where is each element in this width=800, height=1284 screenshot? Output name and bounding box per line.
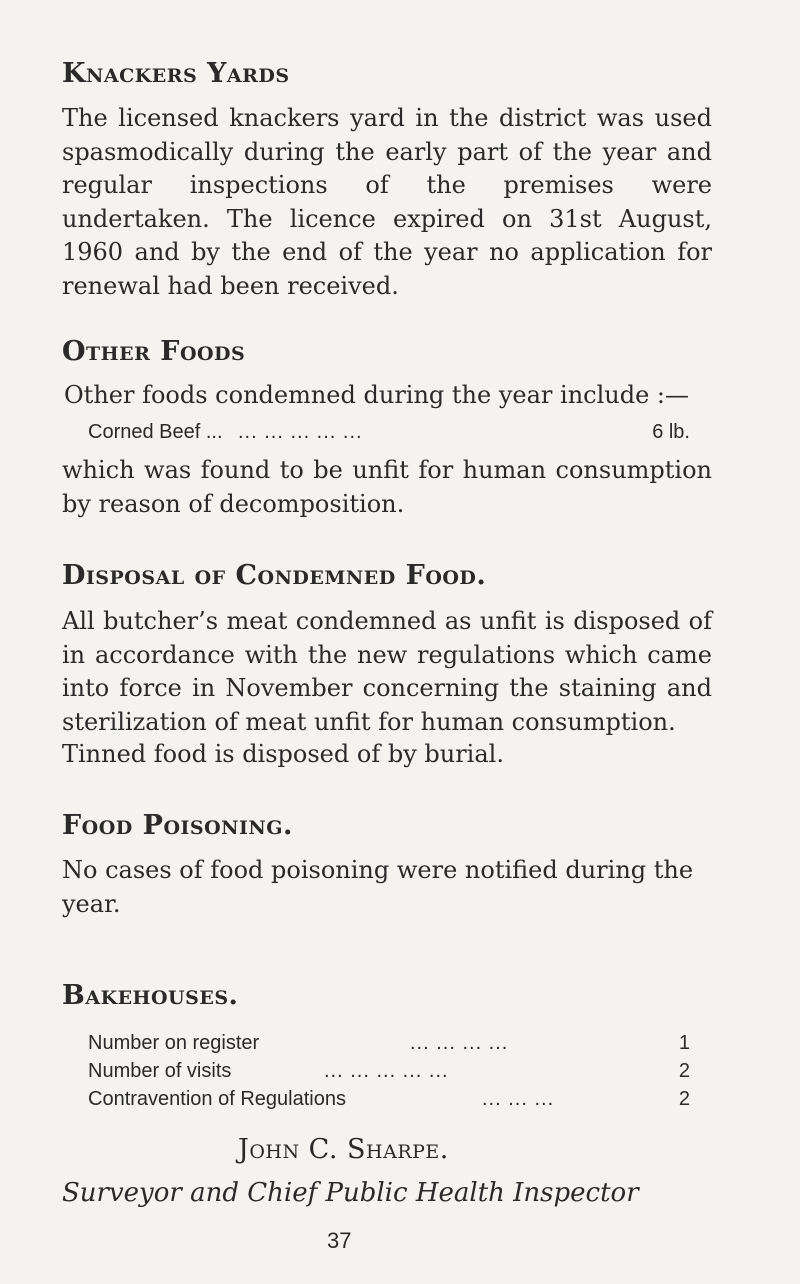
- bakehouse-row-dots: ... ... ... ... ...: [324, 1060, 449, 1082]
- other-foods-paragraph: which was found to be unfit for human consumption by reason of decomposition.: [62, 456, 712, 518]
- corned-beef-row: [88, 421, 690, 444]
- page-number: 37: [327, 1228, 352, 1253]
- disposal-paragraph: All butcher’s meat condemned as unfit is disposed of in accordance with the new regulations which came into force in November concerning the staining and sterilization of meat unfit for human consumption.: [62, 607, 712, 736]
- heading-food-poisoning: Food Poisoning.: [62, 810, 293, 841]
- corned-beef-dots: ... ... ... ... ...: [238, 421, 363, 443]
- corned-beef-label: Corned Beef ...: [88, 421, 223, 443]
- heading-other-foods: Other Foods: [62, 336, 246, 367]
- bakehouse-row-contravention: [88, 1088, 690, 1111]
- knackers-paragraph: The licensed knackers yard in the district was used spasmodically during the early part of the year and regular inspections of the premises were undertaken. The licence expired on 31st August, 1960 and by the end of the year no application for renewal had been received.: [62, 104, 712, 300]
- corned-beef-value: 6 lb.: [652, 421, 690, 443]
- bakehouse-row-value: 1: [678, 1032, 690, 1054]
- other-foods-intro: Other foods condemned during the year include :—: [64, 381, 690, 409]
- bakehouse-row-label: Number on register: [88, 1032, 260, 1054]
- disposal-tinned-paragraph: Tinned food is disposed of by burial.: [62, 740, 504, 768]
- bakehouse-row-dots: ... ... ...: [482, 1088, 555, 1110]
- heading-disposal: Disposal of Condemned Food.: [62, 560, 487, 591]
- bakehouse-row-label: Contravention of Regulations: [88, 1088, 346, 1110]
- bakehouse-row-value: 2: [678, 1088, 690, 1110]
- bakehouse-row-value: 2: [678, 1060, 690, 1082]
- bakehouse-row-dots: ... ... ... ...: [410, 1032, 509, 1054]
- bakehouse-row-visits: [88, 1060, 690, 1083]
- bakehouse-row-register: [88, 1032, 690, 1055]
- heading-bakehouses: Bakehouses.: [62, 980, 239, 1011]
- food-poisoning-paragraph: No cases of food poisoning were notified during the year.: [62, 856, 694, 918]
- bakehouse-row-label: Number of visits: [88, 1060, 232, 1082]
- heading-knackers-yards: Knackers Yards: [62, 58, 290, 89]
- signature-title: Surveyor and Chief Public Health Inspector: [62, 1178, 639, 1208]
- signature-name: John C. Sharpe.: [238, 1134, 449, 1165]
